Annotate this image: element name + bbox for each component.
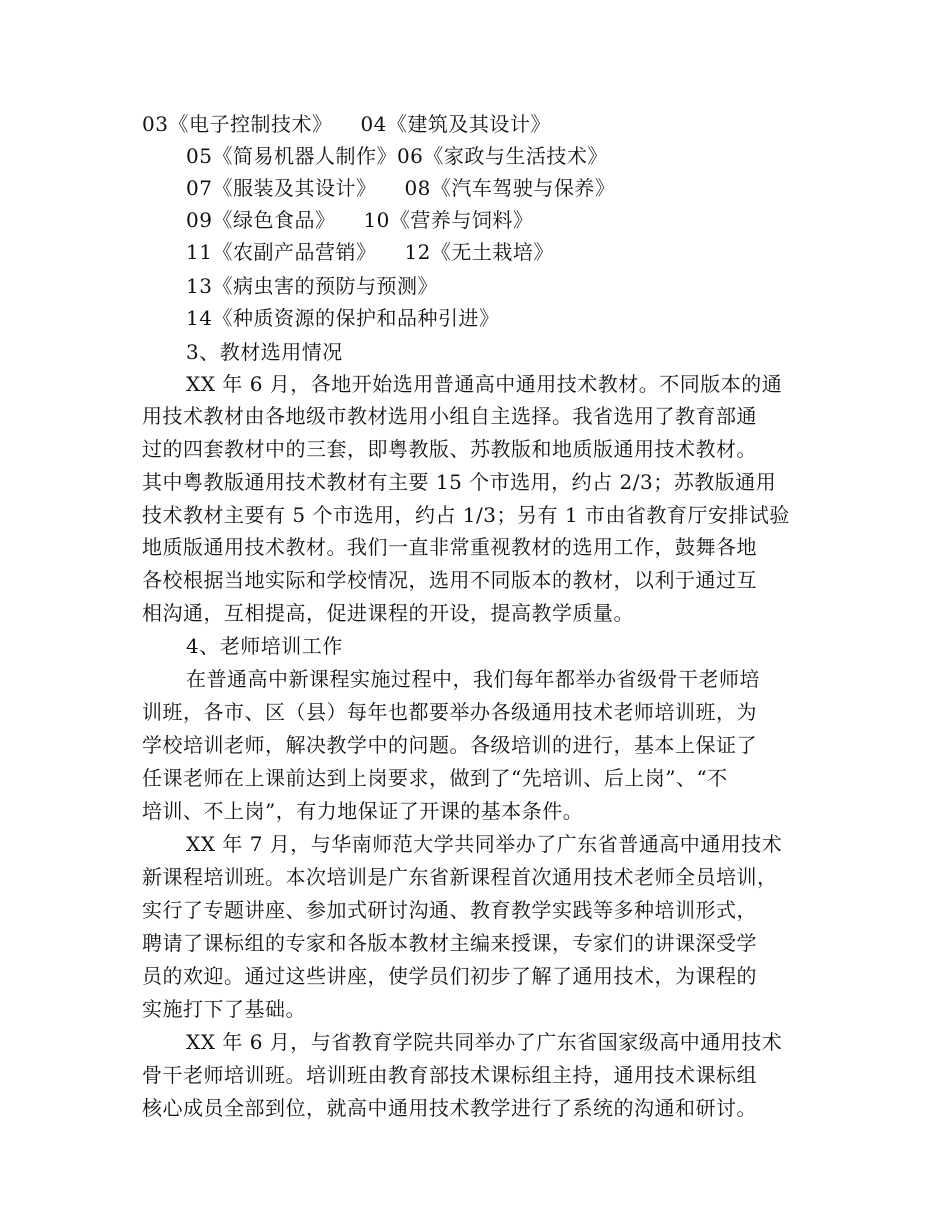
paragraph-line: 学校培训老师，解决教学中的问题。各级培训的进行，基本上保证了 [142,733,757,757]
paragraph-line: 地质版通用技术教材。我们一直非常重视教材的选用工作，鼓舞各地 [142,535,757,559]
course-list-item: 05《简易机器人制作》06《家政与生活技术》 [186,144,608,168]
paragraph-line: 训班，各市、区（县）每年也都要举办各级通用技术老师培训班，为 [142,700,757,724]
paragraph-line: 新课程培训班。本次培训是广东省新课程首次通用技术老师全员培训， [142,865,778,889]
paragraph-line: 聘请了课标组的专家和各版本教材主编来授课，专家们的讲课深受学 [142,931,757,955]
paragraph-line: 核心成员全部到位，就高中通用技术教学进行了系统的沟通和研讨。 [142,1096,757,1120]
paragraph-line: 其中粤教版通用技术教材有主要 15 个市选用，约占 2/3；苏教版通用 [142,470,777,494]
paragraph-line: 任课老师在上课前达到上岗要求，做到了“先培训、后上岗”、“不 [142,766,728,790]
paragraph-line: 相沟通，互相提高，促进课程的开设，提高教学质量。 [142,601,634,625]
course-list-item: 14《种质资源的保护和品种引进》 [186,306,500,330]
paragraph-line: XX 年 7 月，与华南师范大学共同举办了广东省普通高中通用技术 [186,832,783,856]
section-heading: 3、教材选用情况 [186,340,343,364]
course-list-item: 13《病虫害的预防与预测》 [186,274,438,298]
paragraph-line: 实行了专题讲座、参加式研讨沟通、教育教学实践等多种培训形式， [142,898,757,922]
paragraph-line: XX 年 6 月，各地开始选用普通高中通用技术教材。不同版本的通 [186,372,783,396]
paragraph-line: 各校根据当地实际和学校情况，选用不同版本的教材，以利于通过互 [142,568,757,592]
paragraph-line: 员的欢迎。通过这些讲座，使学员们初步了解了通用技术，为课程的 [142,964,757,988]
paragraph-line: 过的四套教材中的三套，即粤教版、苏教版和地质版通用技术教材。 [142,437,757,461]
course-list-item: 09《绿色食品》 10《营养与饲料》 [186,208,534,232]
course-list-item: 11《农副产品营销》 12《无土栽培》 [186,240,554,264]
paragraph-line: 培训、不上岗”，有力地保证了开课的基本条件。 [142,799,584,823]
paragraph-line: 技术教材主要有 5 个市选用，约占 1/3；另有 1 市由省教育厅安排试验 [142,503,790,527]
course-list-item: 07《服装及其设计》 08《汽车驾驶与保养》 [186,176,616,200]
paragraph-line: 用技术教材由各地级市教材选用小组自主选择。我省选用了教育部通 [142,404,757,428]
section-heading: 4、老师培训工作 [186,634,343,658]
paragraph-line: 实施打下了基础。 [142,997,306,1021]
paragraph-line: 在普通高中新课程实施过程中，我们每年都举办省级骨干老师培 [186,667,760,691]
paragraph-line: XX 年 6 月，与省教育学院共同举办了广东省国家级高中通用技术 [186,1030,783,1054]
course-list-item: 03《电子控制技术》 04《建筑及其设计》 [142,112,551,136]
paragraph-line: 骨干老师培训班。培训班由教育部技术课标组主持，通用技术课标组 [142,1063,757,1087]
